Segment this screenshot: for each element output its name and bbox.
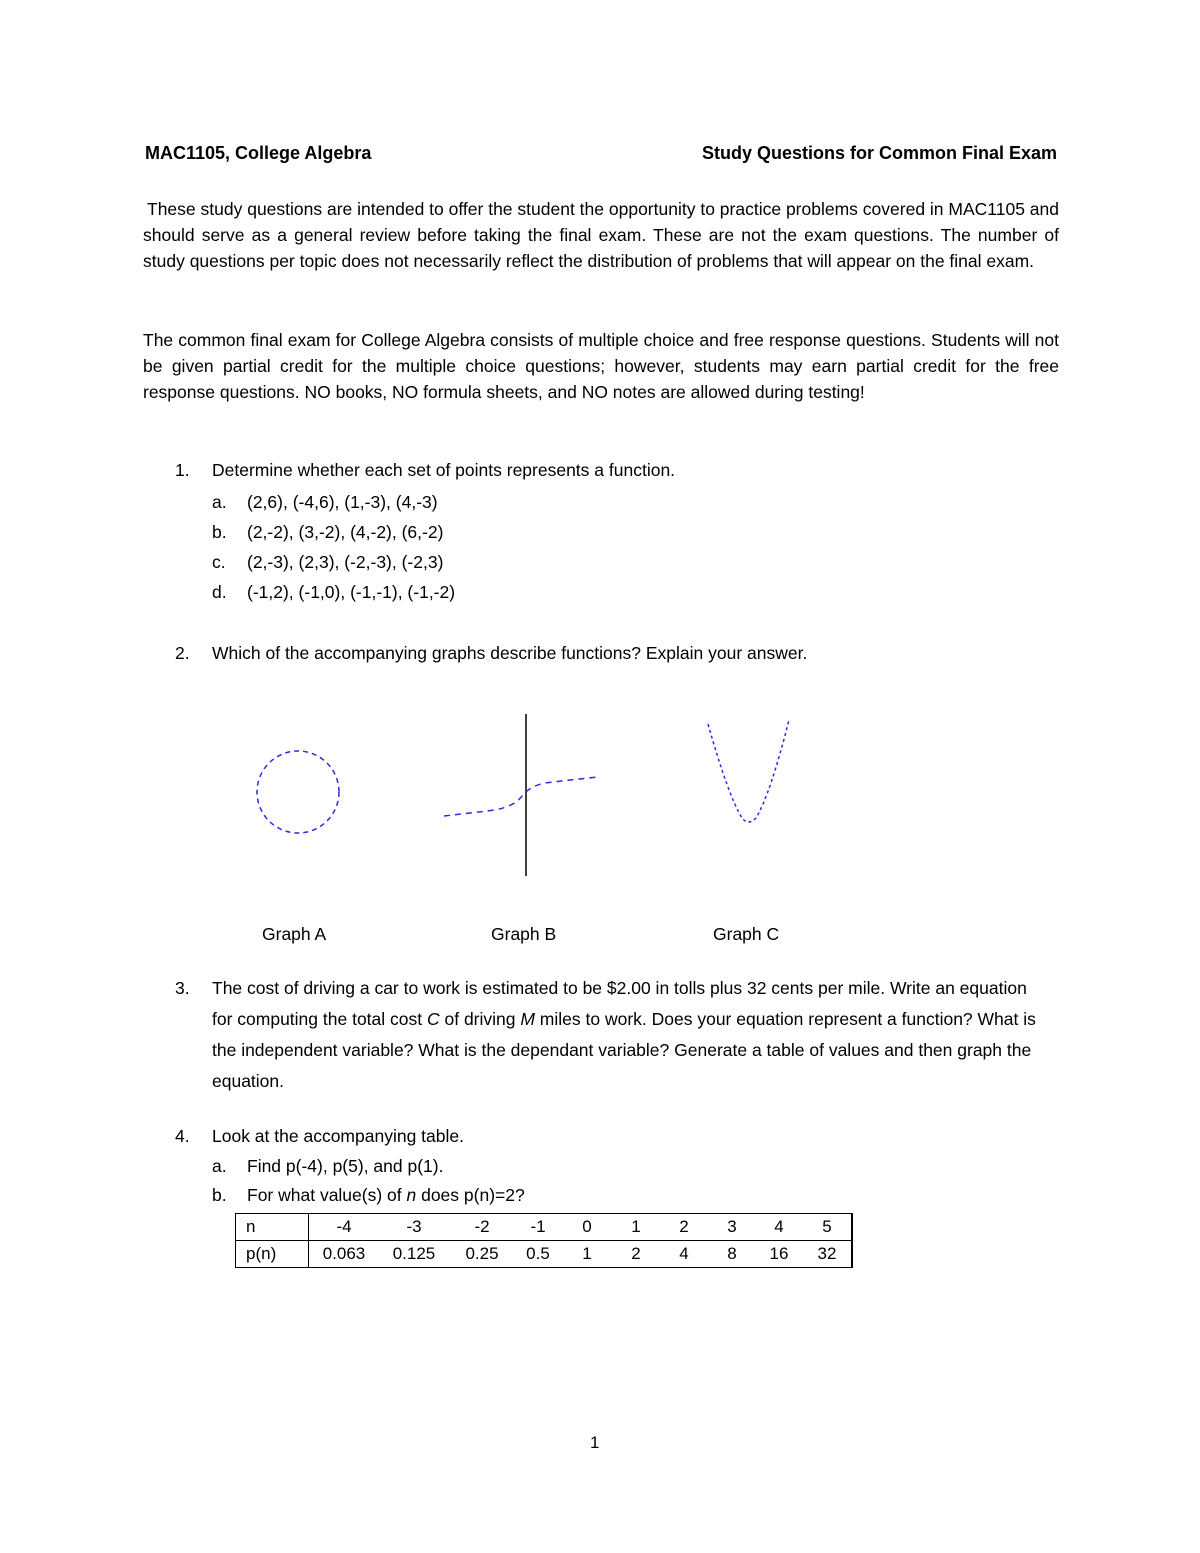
table-cell: 0.25 [449,1241,515,1268]
table-cell: 1 [613,1214,659,1241]
graph-a-circle [257,751,339,833]
q3-text-part: miles to work. Does your equation represent a function? What is the independent variable? What is the dependant variable? Generate a table of values and then graph the equation. [212,1009,1036,1091]
intro-paragraph-1: These study questions are intended to offer the student the opportunity to practice problems covered in MAC1105 and should serve as a general review before taking the final exam. These are not the exam questions. The number of study questions per topic does not necessarily reflect the distribution of problems that will appear on the final exam. [143,199,1059,271]
table-cell: 4 [659,1241,709,1268]
q1-item-label: c. [212,552,226,572]
row-header: p(n) [236,1241,309,1268]
table-cell: 3 [709,1214,755,1241]
page-header [145,143,1057,169]
q1-item-text: (2,-2), (3,-2), (4,-2), (6,-2) [247,522,444,542]
table-cell: 2 [659,1214,709,1241]
question-2-number: 2. [175,643,190,663]
q4-item-label: a. [212,1156,227,1176]
variable-n: n [406,1185,417,1205]
variable-c: C [426,1009,440,1029]
q4-item-label: b. [212,1185,227,1205]
table-cell: -4 [309,1214,380,1241]
question-3-number: 3. [175,978,190,998]
table-cell: -1 [515,1214,561,1241]
table-cell: 16 [755,1241,803,1268]
q1-item-label: a. [212,492,227,512]
q3-text-part: The cost of driving a car to work is estimated to be $2.00 in tolls plus 32 cents per mile. Write an equation for computing the total cost [212,978,1027,1029]
question-1-text: Determine whether each set of points represents a function. [212,460,676,480]
q4-item-text [247,1183,525,1207]
q4-text-part: For what value(s) of [247,1185,407,1205]
question-2-text: Which of the accompanying graphs describe functions? Explain your answer. [212,643,808,663]
graph-a-label: Graph A [262,924,327,944]
graph-c-label: Graph C [713,924,780,944]
q1-item-text: (2,-3), (2,3), (-2,-3), (-2,3) [247,552,444,572]
question-4-number: 4. [175,1126,190,1146]
graph-b-curve [444,777,598,816]
table-cell: 5 [803,1214,852,1241]
graph-c-parabola [708,720,789,822]
table-cell: 4 [755,1214,803,1241]
q4-item-text: Find p(-4), p(5), and p(1). [247,1156,444,1176]
table-cell: -3 [379,1214,449,1241]
table-cell: 1 [561,1241,613,1268]
table-cell: 32 [803,1241,852,1268]
table-cell: 0.5 [515,1241,561,1268]
intro-paragraph-2: The common final exam for College Algebra consists of multiple choice and free response questions. Students will not be given partial credit for the multiple choice questions; however, students may earn partial credit for the free response questions. NO books, NO formula sheets, and NO notes are allowed during testing! [143,330,1059,402]
q1-item-label: b. [212,522,227,542]
document-title: Study Questions for Common Final Exam [701,143,1057,163]
table-row [236,1241,853,1268]
pn-table [235,1213,853,1268]
table-cell: 0.125 [379,1241,449,1268]
question-4-text: Look at the accompanying table. [212,1126,464,1146]
q1-item-text: (2,6), (-4,6), (1,-3), (4,-3) [247,492,438,512]
question-3-text [212,973,1042,1097]
table-cell: 2 [613,1241,659,1268]
graph-b-label: Graph B [491,924,557,944]
row-header: n [236,1214,309,1241]
variable-m: M [520,1009,535,1029]
q3-text-part: of driving [439,1009,521,1029]
q1-item-text: (-1,2), (-1,0), (-1,-1), (-1,-2) [247,582,456,602]
table-cell: 0.063 [309,1241,380,1268]
function-graphs [0,700,1200,900]
table-cell: 0 [561,1214,613,1241]
table-cell: -2 [449,1214,515,1241]
q1-item-label: d. [212,582,227,602]
q4-text-part: does p(n)=2? [416,1185,525,1205]
page-number: 1 [590,1433,600,1452]
table-row [236,1214,853,1241]
course-title: MAC1105, College Algebra [145,143,372,163]
question-number: 1. [175,460,190,480]
table-cell: 8 [709,1241,755,1268]
